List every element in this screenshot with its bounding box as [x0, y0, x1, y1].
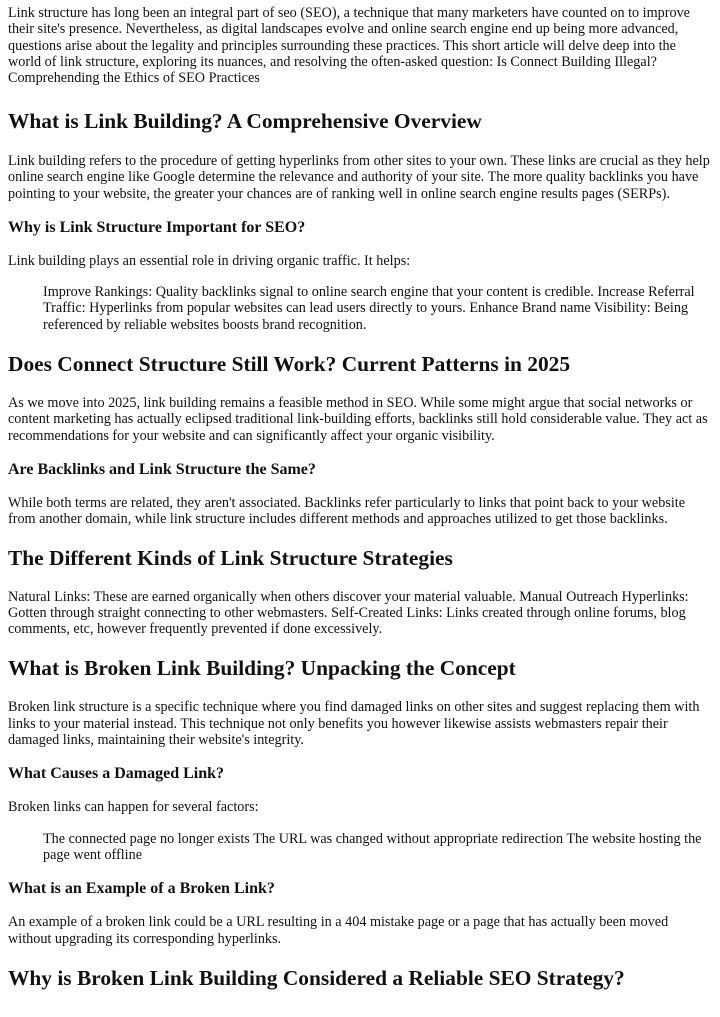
subheading-damaged-link-causes: What Causes a Damaged Link?: [8, 765, 225, 783]
paragraph-why-important: Link building plays an essential role in driving organic traffic. It helps:: [8, 252, 411, 269]
subheading-why-important: Why is Link Structure Important for SEO?: [8, 218, 306, 236]
paragraph-damaged-link-causes: Broken links can happen for several factors:: [8, 799, 259, 816]
paragraph-broken-link-building: Broken link structure is a specific technique where you find damaged links on other sites and suggest replacing them with links to your material instead. This technique not only benefits you however likewise assists webmasters repair their damaged links, maintaining their website's integrity.: [8, 699, 700, 749]
section-heading-link-building: What is Link Building? A Comprehensive Overview: [8, 109, 482, 133]
section-heading-strategies: The Different Kinds of Link Structure Strategies: [8, 545, 453, 570]
paragraph-backlinks-same: While both terms are related, they aren't associated. Backlinks refer particularly to links that point back to your website from another domain, while link structure includes different methods and approaches utilized to get those backlinks.: [8, 494, 686, 528]
paragraph-strategies: Natural Links: These are earned organically when others discover your material valuable. Manual Outreach Hyperlinks: Gotten through straight connecting to other webmasters. Self-Created Links: Links created through online forums, blog comments, etc, however frequently prevented if done excessively.: [8, 588, 689, 638]
section-heading-reliable-strategy: Why is Broken Link Building Considered a Reliable SEO Strategy?: [8, 965, 625, 990]
quote-benefits: Improve Rankings: Quality backlinks signal to online search engine that your content is credible. Increase Referral Traffic: Hyperlinks from popular websites can lead users directly to yours. Enhance Brand name Visibility: Being referenced by reliable websites boosts brand recognition.: [43, 284, 695, 333]
section-heading-still-work: Does Connect Structure Still Work? Current Patterns in 2025: [8, 352, 571, 377]
section-heading-broken-link-building: What is Broken Link Building? Unpacking the Concept: [8, 656, 516, 681]
quote-causes: The connected page no longer exists The URL was changed without appropriate redirection The website hosting the page went offline: [43, 830, 702, 863]
paragraph-link-building: Link building refers to the procedure of getting hyperlinks from other sites to your own. These links are crucial as they help online search engine like Google determine the relevance and authority of your site. The more quality backlinks you have pointing to your website, the greater your chances are of ranking well in online search engine results pages (SERPs).: [8, 153, 710, 202]
intro-paragraph: Link structure has long been an integral part of seo (SEO), a technique that many marketers have counted on to improve their site's presence. Nevertheless, as digital landscapes evolve and online search engine end up being more advanced, questions arise about the legality and principles surrounding these practices. This short article will delve deep into the world of link structure, exploring its nuances, and resolving the often-asked question: Is Connect Building Illegal? Comprehending the Ethics of SEO Practices: [8, 5, 690, 87]
paragraph-broken-link-example: An example of a broken link could be a URL resulting in a 404 mistake page or a page that has actually been moved without upgrading its corresponding hyperlinks.: [8, 914, 669, 947]
subheading-backlinks-same: Are Backlinks and Link Structure the Same?: [8, 460, 316, 478]
paragraph-still-work: As we move into 2025, link building remains a feasible method in SEO. While some might argue that social networks or content marketing has actually eclipsed traditional link-building efforts, backlinks still hold considerable value. They act as recommendations for your website and can significantly affect your organic visibility.: [8, 395, 708, 444]
subheading-broken-link-example: What is an Example of a Broken Link?: [8, 880, 275, 898]
